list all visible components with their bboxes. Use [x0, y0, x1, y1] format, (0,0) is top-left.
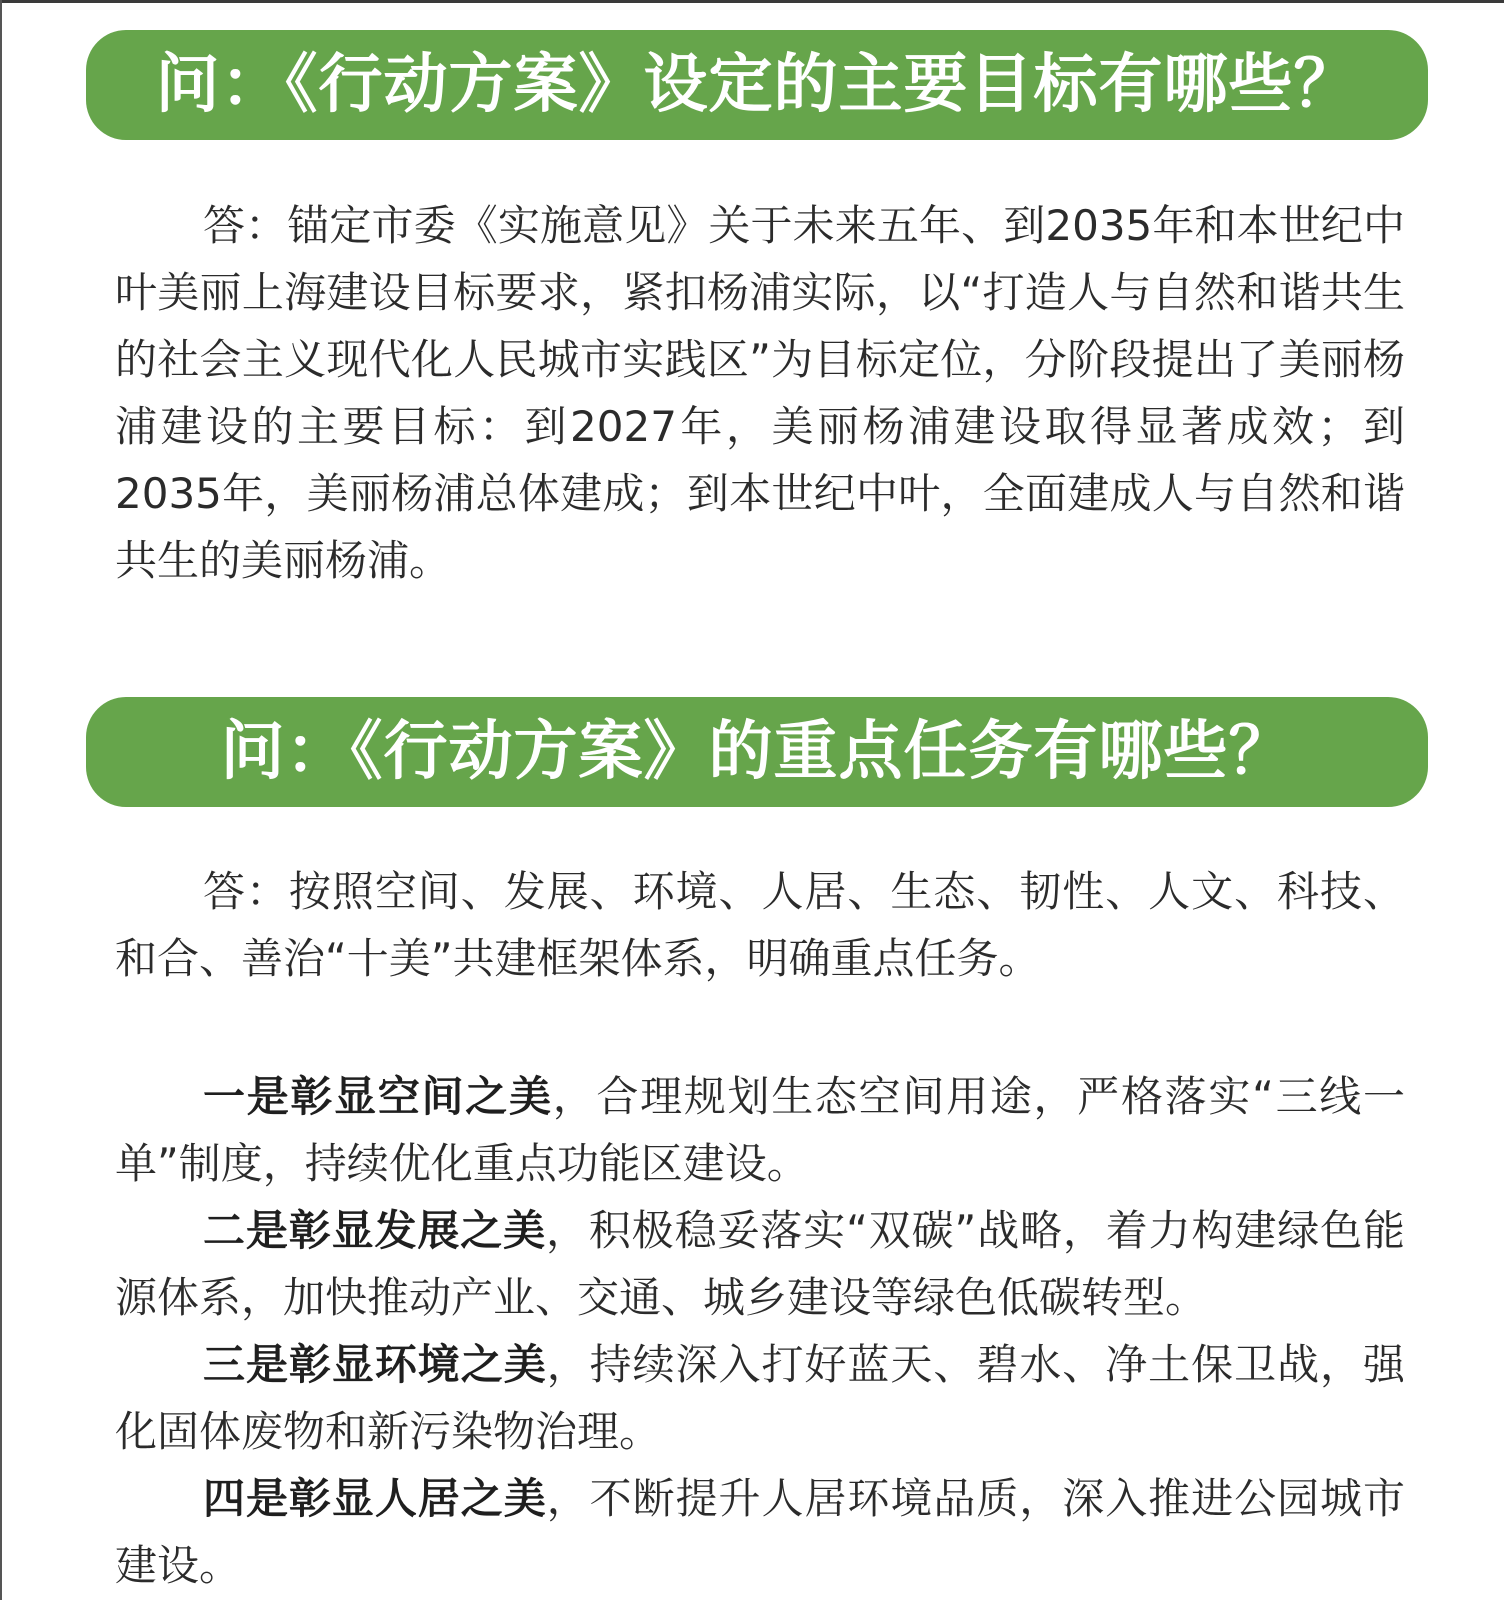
task-text: ，合理规划生态空间用途，严格落实“三线一单”制度，持续优化重点功能区建设。: [115, 1072, 1405, 1188]
answer-paragraph-key-tasks: 答：按照空间、发展、环境、人居、生态、韧性、人文、科技、和合、善治“十美”共建框架体系，明确重点任务。: [115, 867, 1405, 983]
question-banner-key-tasks: [86, 697, 1428, 807]
task-text: ，不断提升人居环境品质，深入推进公园城市建设。: [115, 1474, 1405, 1590]
task-lead: 二是彰显发展之美: [203, 1206, 546, 1255]
question-banner-main-goals: [86, 30, 1428, 140]
task-text: ，积极稳妥落实“双碳”战略，着力构建绿色能源体系，加快推动产业、交通、城乡建设等绿色低碳转型。: [115, 1206, 1405, 1322]
task-lead: 四是彰显人居之美: [203, 1474, 547, 1523]
top-border-line: [0, 0, 1504, 3]
task-item-environment: [115, 1331, 1405, 1465]
task-item-living: [115, 1465, 1405, 1599]
question-title: 问：《行动方案》设定的主要目标有哪些？: [155, 48, 1359, 122]
task-item-development: [115, 1197, 1405, 1331]
question-title: 问：《行动方案》的重点任务有哪些？: [220, 715, 1294, 789]
answer-paragraph-main-goals: 答：锚定市委《实施意见》关于未来五年、到2035年和本世纪中叶美丽上海建设目标要求，紧扣杨浦实际，以“打造人与自然和谐共生的社会主义现代化人民城市实践区”为目标定位，分阶段提出了美丽杨浦建设的主要目标：到2027年，美丽杨浦建设取得显著成效；到2035年，美丽杨浦总体建成；到本世纪中叶，全面建成人与自然和谐共生的美丽杨浦。: [115, 201, 1405, 585]
task-lead: 三是彰显环境之美: [203, 1340, 547, 1389]
task-item-space: [115, 1063, 1405, 1197]
task-text: ，持续深入打好蓝天、碧水、净土保卫战，强化固体废物和新污染物治理。: [115, 1340, 1405, 1456]
task-lead: 一是彰显空间之美: [203, 1072, 553, 1121]
left-border-line: [0, 0, 2, 1600]
